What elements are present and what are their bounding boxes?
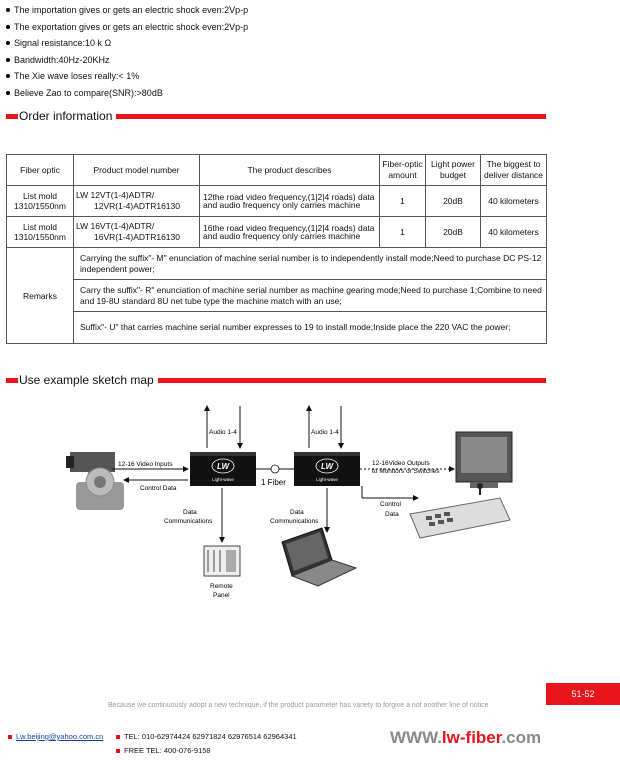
remarks-row <box>7 248 547 280</box>
page-number-tab: 51-52 <box>546 683 620 705</box>
bullet-icon <box>6 41 10 45</box>
data-comm-label: Data <box>290 509 304 516</box>
bullet-icon <box>6 74 10 78</box>
spec-item: The Xie wave loses really:< 1% <box>6 68 606 85</box>
distance-cell: 40 kilometers <box>481 217 547 248</box>
table-row <box>7 186 547 217</box>
bullet-icon <box>6 91 10 95</box>
contact-tel: TEL: 010-62974424 62971824 62976514 62964341 <box>116 732 297 741</box>
spec-item: The exportation gives or gets an electric shock even:2Vp-p <box>6 19 606 36</box>
spec-item: Signal resistance:10 k Ω <box>6 35 606 52</box>
data-comm-label: Communications <box>164 518 213 525</box>
description-cell: 12the road video frequency,(1|2|4 roads) data and audio frequency only carries machine <box>200 186 380 217</box>
spec-list <box>6 2 606 101</box>
remote-panel-label: Panel <box>213 592 230 599</box>
camera-icon <box>66 452 124 510</box>
sketch-section-header <box>6 372 546 388</box>
square-bullet-icon <box>116 735 120 739</box>
website-brand[interactable]: WWW.lw-fiber.com <box>390 728 542 747</box>
transmitter-device <box>190 452 256 486</box>
column-header: Fiber-optic amount <box>380 155 426 186</box>
amount-cell: 1 <box>380 186 426 217</box>
spec-item: The importation gives or gets an electric shock even:2Vp-p <box>6 2 606 19</box>
bullet-icon <box>6 8 10 12</box>
square-bullet-icon <box>116 749 120 753</box>
column-header: Fiber optic <box>7 155 74 186</box>
device-logo: LW <box>217 462 229 471</box>
bullet-icon <box>6 58 10 62</box>
order-table <box>6 154 547 344</box>
remarks-label: Remarks <box>7 248 74 344</box>
section-title: Use example sketch map <box>19 373 154 387</box>
remote-panel-icon <box>204 546 240 576</box>
video-input-label: 12-16 Video Inputs <box>118 461 173 468</box>
data-comm-label: Data <box>183 509 197 516</box>
distance-cell: 40 kilometers <box>481 186 547 217</box>
column-header: Light power budget <box>426 155 481 186</box>
remote-panel-label: Remote <box>210 583 233 590</box>
fiber-label: 1 Fiber <box>261 478 286 487</box>
footnote: Because we continuously adopt a new technique, if the product parameter has variety to forgive a not another line of notice <box>108 702 489 709</box>
laptop-icon <box>282 528 356 586</box>
fiber-cell: List mold 1310/1550nm <box>7 217 74 248</box>
bullet-icon <box>6 25 10 29</box>
sketch-diagram <box>0 390 620 610</box>
order-section-header <box>6 108 546 124</box>
remark-item: Carrying the suffix"- M" enunciation of machine serial number is to independently install mode;Need to purchase DC PS-12 independent power; <box>74 248 547 280</box>
fiber-cell: List mold 1310/1550nm <box>7 186 74 217</box>
remark-item: Carry the suffix"- R" enunciation of machine serial number as machine gearing mode;Need to purchase 1;Combine to need and 19-8U standard 8U net tube type the machine match with an use; <box>74 280 547 312</box>
description-cell: 16the road video frequency,(1|2|4 roads) data and audio frequency only carries machine <box>200 217 380 248</box>
email-link[interactable]: Lw.beijing@yahoo.com.cn <box>16 732 104 741</box>
receiver-device <box>294 452 360 486</box>
control-data-label: Control <box>380 501 401 508</box>
table-row <box>7 217 547 248</box>
audio-label: Audio 1-4 <box>209 429 237 436</box>
section-title: Order information <box>19 109 113 123</box>
audio-label: Audio 1-4 <box>311 429 339 436</box>
contact-free-tel: FREE TEL: 400-076-9158 <box>116 746 211 755</box>
monitor-icon <box>456 432 512 488</box>
section-rule <box>158 378 546 383</box>
section-marker <box>6 114 18 119</box>
column-header: The product describes <box>200 155 380 186</box>
keyboard-controller-icon <box>410 483 510 538</box>
model-cell: LW 12VT(1-4)ADTR/ 12VR(1-4)ADTR16130 <box>74 186 200 217</box>
section-rule <box>116 114 546 119</box>
video-output-label: 12-16Video Outputs <box>372 460 430 467</box>
section-marker <box>6 378 18 383</box>
spec-item: Believe Zao to compare(SNR):>80dB <box>6 85 606 102</box>
square-bullet-icon <box>8 735 12 739</box>
column-header: The biggest to deliver distance <box>481 155 547 186</box>
data-comm-label: Communications <box>270 518 319 525</box>
amount-cell: 1 <box>380 217 426 248</box>
fiber-connector-icon <box>271 465 279 473</box>
remarks-row <box>7 312 547 344</box>
remarks-row <box>7 280 547 312</box>
column-header: Product model number <box>74 155 200 186</box>
model-cell: LW 16VT(1-4)ADTR/ 16VR(1-4)ADTR16130 <box>74 217 200 248</box>
remark-item: Suffix"- U" that carries machine serial number expresses to 19 to install mode;Inside place the 220 VAC the power; <box>74 312 547 344</box>
contact-email <box>8 732 103 741</box>
power-cell: 20dB <box>426 186 481 217</box>
table-header-row <box>7 155 547 186</box>
device-logo-sub: Light-wave <box>212 477 234 482</box>
device-logo-sub: Light-wave <box>316 477 338 482</box>
device-logo: LW <box>321 462 333 471</box>
video-output-label: to Monitors or Switches <box>372 468 440 475</box>
power-cell: 20dB <box>426 217 481 248</box>
control-data-label: Control Data <box>140 485 177 492</box>
spec-item: Bandwidth:40Hz-20KHz <box>6 52 606 69</box>
control-data-label: Data <box>385 511 399 518</box>
